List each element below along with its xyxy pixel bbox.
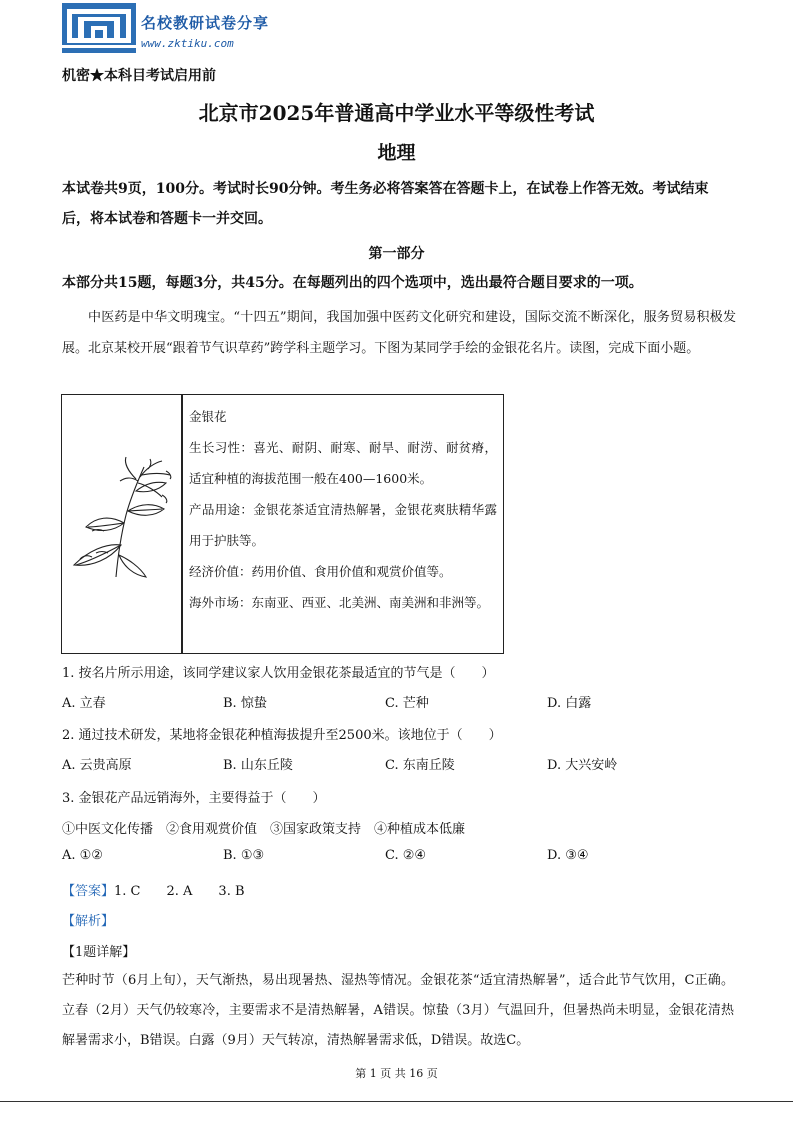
q1-option-b: B. 惊蛰	[223, 696, 267, 711]
answer-line	[62, 880, 245, 899]
school-building-logo-icon	[62, 3, 136, 53]
part-title: 第一部分	[368, 246, 425, 262]
card-name: 金银花	[189, 409, 227, 424]
q1-detail-text: 芒种时节（6月上旬），天气渐热，易出现暑热、湿热等情况。金银花茶“适宜清热解暑”，适合此节气饮用，C正确。立春（2月）天气仍较寒冷，主要需求不是清热解暑，A错误。惊蛰（3月）气温回升，但暑热尚未明显，金银花清热解暑需求小，B错误。白露（9月）天气转凉，清热解暑需求低，D错误。故选C。	[62, 973, 734, 1048]
brand-url: www.zktiku.com	[141, 37, 234, 50]
honeysuckle-plant-icon	[66, 455, 176, 580]
analysis-tag: 【解析】	[62, 914, 115, 929]
q3-option-a: A. ①②	[62, 848, 103, 863]
exam-title: 北京市2025年普通高中学业水平等级性考试	[198, 101, 595, 125]
footer-divider	[0, 1101, 793, 1102]
q1-option-a: A. 立春	[62, 696, 106, 711]
confidential-label: 机密★本科目考试启用前	[62, 68, 216, 84]
card-product-use: 产品用途：金银花茶适宜清热解暑，金银花爽肤精华露用于护肤等。	[189, 502, 497, 548]
page-number: 第 1 页 共 16 页	[355, 1067, 438, 1080]
q2-option-b: B. 山东丘陵	[223, 758, 293, 773]
part-instructions: 本部分共15题，每题3分，共45分。在每题列出的四个选项中，选出最符合题目要求的一项。	[62, 275, 643, 291]
question-2-stem: 2. 通过技术研发，某地将金银花种植海拔提升至2500米。该地位于（ ）	[62, 728, 502, 743]
exam-instructions: 本试卷共9页，100分。考试时长90分钟。考生务必将答案答在答题卡上，在试卷上作答无效。考试结束后，将本试卷和答题卡一并交回。	[62, 181, 709, 227]
answer-values: 1. C 2. A 3. B	[114, 884, 245, 899]
brand-name: 名校教研试卷分享	[141, 14, 270, 32]
card-content	[189, 401, 497, 618]
material-passage: 中医药是中华文明瑰宝。“十四五”期间，我国加强中医药文化研究和建设，国际交流不断深化，服务贸易积极发展。北京某校开展“跟着节气识草药”跨学科主题学习。下图为某同学手绘的金银花名片。读图，完成下面小题。	[62, 310, 736, 356]
q1-option-d: D. 白露	[547, 696, 592, 711]
question-3-statements: ①中医文化传播 ②食用观赏价值 ③国家政策支持 ④种植成本低廉	[62, 822, 466, 837]
answer-tag: 【答案】	[62, 884, 115, 899]
card-economic-value: 经济价值：药用价值、食用价值和观赏价值等。	[189, 564, 452, 579]
q1-detail-title: 【1题详解】	[62, 945, 136, 960]
q2-option-d: D. 大兴安岭	[547, 758, 618, 773]
q2-option-a: A. 云贵高原	[62, 758, 132, 773]
q3-option-b: B. ①③	[223, 848, 265, 863]
q3-option-d: D. ③④	[547, 848, 589, 863]
card-overseas-market: 海外市场：东南亚、西亚、北美洲、南美洲和非洲等。	[189, 595, 490, 610]
q2-option-c: C. 东南丘陵	[385, 758, 455, 773]
card-growth-habit: 生长习性：喜光、耐阴、耐寒、耐旱、耐涝、耐贫瘠，适宜种植的海拔范围一般在400—1600米。	[189, 440, 497, 486]
question-3-stem: 3. 金银花产品远销海外，主要得益于（ ）	[62, 791, 326, 806]
question-1-stem: 1. 按名片所示用途，该同学建议家人饮用金银花茶最适宜的节气是（ ）	[62, 666, 495, 681]
subject-title: 地理	[377, 142, 416, 164]
q3-option-c: C. ②④	[385, 848, 427, 863]
q1-option-c: C. 芒种	[385, 696, 429, 711]
card-divider	[181, 394, 183, 654]
